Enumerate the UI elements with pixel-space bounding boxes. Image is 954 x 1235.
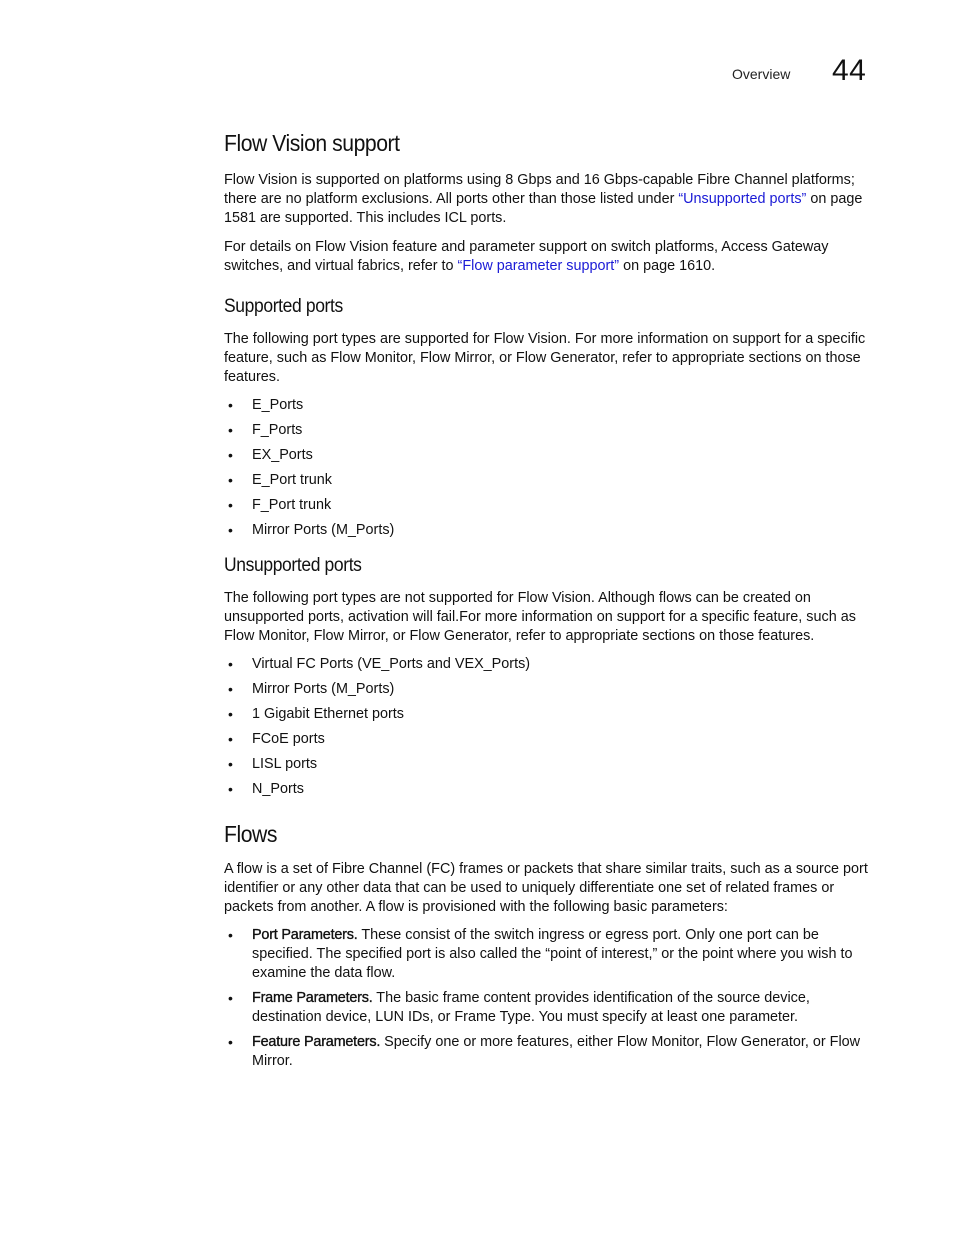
header-chapter-number: 44 — [832, 54, 867, 87]
bullet-icon: • — [228, 472, 233, 488]
list-item-text: LISL ports — [252, 756, 318, 772]
list-item — [224, 446, 874, 465]
feature-parameters-description: Specify one or more features, either Flow Monitor, Flow Generator, or Flow Mirror. — [252, 1034, 861, 1069]
bullet-icon: • — [228, 497, 233, 513]
bullet-icon: • — [228, 397, 233, 413]
list-item — [224, 755, 874, 774]
list-item-text: Mirror Ports (M_Ports) — [252, 522, 395, 538]
list-item — [224, 471, 874, 490]
bullet-icon: • — [228, 447, 233, 463]
list-item — [224, 730, 874, 749]
port-parameters-description: These consist of the switch ingress or egress port. Only one port can be specified. The specified port is also called the “point of interest,” or the point where you wish to examine the data flow. — [252, 927, 853, 981]
list-item — [224, 396, 874, 415]
list-item — [224, 780, 874, 799]
frame-parameters-description: The basic frame content provides identification of the source device, destination device, LUN IDs, or Frame Type. You must specify at least one parameter. — [252, 990, 810, 1025]
bullet-icon: • — [228, 681, 233, 697]
bullet-icon: • — [228, 990, 233, 1006]
flow-vision-p2-text-a: For details on Flow Vision feature and parameter support on switch platforms, Access Gateway switches, and virtual fabrics, refer to — [224, 239, 829, 274]
flow-vision-paragraph-1 — [224, 171, 874, 228]
supported-ports-heading: Supported ports — [224, 296, 343, 317]
list-item — [224, 680, 874, 699]
flow-parameters-list — [224, 926, 874, 1071]
list-item — [224, 421, 874, 440]
list-item-text: FCoE ports — [252, 731, 325, 747]
list-item — [224, 926, 874, 983]
list-item-text: F_Ports — [252, 422, 303, 438]
list-item-text: Mirror Ports (M_Ports) — [252, 681, 395, 697]
list-item-text: F_Port trunk — [252, 497, 332, 513]
flow-vision-paragraph-2 — [224, 238, 874, 276]
flow-vision-p1-text-b: on page 1581 are supported. This includes ICL ports. — [224, 191, 863, 226]
bullet-icon: • — [228, 781, 233, 797]
supported-ports-intro: The following port types are supported for Flow Vision. For more information on support for a specific feature, such as Flow Monitor, Flow Mirror, or Flow Generator, refer to appropriate sections on those features. — [224, 331, 866, 385]
flows-intro: A flow is a set of Fibre Channel (FC) frames or packets that share similar traits, such as a source port identifier or any other data that can be used to uniquely differentiate one set of related frames or packets from another. A flow is provisioned with the following basic parameters: — [224, 861, 868, 915]
bullet-icon: • — [228, 927, 233, 943]
page-content — [224, 130, 874, 1077]
unsupported-ports-link[interactable]: “Unsupported ports” — [678, 191, 807, 207]
header-section-title: Overview — [732, 66, 791, 82]
unsupported-ports-heading: Unsupported ports — [224, 555, 362, 576]
list-item — [224, 496, 874, 515]
list-item — [224, 655, 874, 674]
bullet-icon: • — [228, 1034, 233, 1050]
flow-parameter-support-link[interactable]: “Flow parameter support” — [457, 258, 620, 274]
list-item-text: 1 Gigabit Ethernet ports — [252, 706, 404, 722]
frame-parameters-term: Frame Parameters. — [252, 990, 373, 1006]
feature-parameters-term: Feature Parameters. — [252, 1034, 381, 1050]
unsupported-ports-list — [224, 655, 874, 799]
unsupported-ports-intro: The following port types are not supported for Flow Vision. Although flows can be created on unsupported ports, activation will fail.For more information on support for a specific feature, such as Flow Monitor, Flow Mirror, or Flow Generator, refer to appropriate sections on those features. — [224, 590, 856, 644]
bullet-icon: • — [228, 731, 233, 747]
list-item — [224, 705, 874, 724]
list-item-text: E_Port trunk — [252, 472, 332, 488]
bullet-icon: • — [228, 422, 233, 438]
flows-heading: Flows — [224, 821, 277, 847]
supported-ports-list — [224, 396, 874, 540]
list-item-text: E_Ports — [252, 397, 304, 413]
flow-vision-p2-text-b: on page 1610. — [619, 258, 716, 274]
bullet-icon: • — [228, 706, 233, 722]
list-item-text: N_Ports — [252, 781, 304, 797]
list-item — [224, 521, 874, 540]
list-item — [224, 1033, 874, 1071]
bullet-icon: • — [228, 756, 233, 772]
bullet-icon: • — [228, 656, 233, 672]
list-item — [224, 989, 874, 1027]
list-item-text: Virtual FC Ports (VE_Ports and VEX_Ports) — [252, 656, 531, 672]
flow-vision-p1-text-a: Flow Vision is supported on platforms using 8 Gbps and 16 Gbps-capable Fibre Channel platforms; there are no platform exclusions. All ports other than those listed under — [224, 172, 855, 207]
list-item-text: EX_Ports — [252, 447, 313, 463]
flow-vision-support-heading: Flow Vision support — [224, 130, 400, 156]
port-parameters-term: Port Parameters. — [252, 927, 358, 943]
bullet-icon: • — [228, 522, 233, 538]
